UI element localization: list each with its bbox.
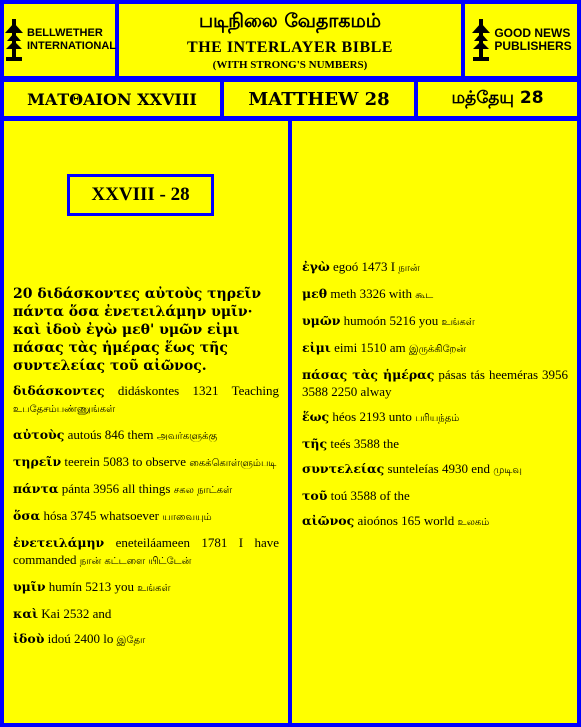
greek-word: πάσας τὰς ἡμέρας: [302, 367, 435, 382]
strongs-number: 3588: [353, 436, 380, 451]
title-tamil: படிநிலை வேதாகமம்: [198, 10, 382, 32]
greek-word: πάντα: [13, 481, 59, 496]
english-gloss: end: [471, 461, 491, 476]
transliteration: Kai: [41, 606, 61, 621]
strongs-number: 846: [104, 427, 125, 442]
strongs-number: 3956: [93, 481, 120, 496]
transliteration: toú: [330, 488, 348, 503]
word-entry: [13, 534, 279, 570]
transliteration: egoó: [333, 259, 359, 274]
english-gloss: alway: [360, 384, 392, 399]
transliteration: autoús: [67, 427, 102, 442]
chapter-badge: XXVIII - 28: [67, 174, 214, 216]
ref-english: MATTHEW 28: [224, 82, 414, 116]
word-entry: [13, 426, 279, 445]
transliteration: meth: [330, 286, 357, 301]
title-subtitle: (WITH STRONG'S NUMBERS): [212, 59, 368, 71]
english-gloss: world: [423, 513, 455, 528]
english-gloss: of the: [379, 488, 410, 503]
greek-word: καὶ: [13, 606, 39, 621]
word-entry: [302, 460, 568, 479]
greek-word: μεθ: [302, 286, 328, 301]
strongs-number: 4930: [441, 461, 468, 476]
strongs-number: 165: [401, 513, 421, 528]
ref-greek: ΜΑΤΘΑΙΟΝ XXVIII: [4, 82, 220, 116]
tamil-gloss: நான்: [398, 263, 420, 274]
tamil-gloss: உங்கள்: [137, 583, 171, 594]
word-entry: [13, 578, 279, 597]
word-entry: [13, 507, 279, 526]
english-gloss: and: [92, 606, 112, 621]
tamil-gloss: உபதேசம்பண்ணுங்கள்: [13, 404, 116, 415]
word-entry: [13, 605, 279, 622]
tamil-gloss: இதோ: [116, 635, 146, 646]
greek-word: συντελείας: [302, 461, 385, 476]
word-entry: [302, 285, 568, 304]
strongs-number: 5083: [103, 454, 130, 469]
strongs-number: 1510: [360, 340, 387, 355]
strongs-number: 1321: [192, 383, 219, 398]
tamil-gloss: அவர்களுக்கு: [156, 431, 218, 442]
strongs-number: 2532: [63, 606, 90, 621]
english-gloss: am: [389, 340, 406, 355]
greek-word: υμῶν: [302, 313, 341, 328]
strongs-number: 2400: [74, 631, 101, 646]
tamil-gloss: யாவையும்: [162, 512, 212, 523]
greek-word: ἐγὼ: [302, 259, 330, 274]
left-logo-line-1: BELLWETHER: [27, 27, 103, 39]
tamil-gloss: சகல நாட்கள்: [173, 485, 233, 496]
strongs-number: 2193: [359, 409, 386, 424]
bellwether-icon: [3, 17, 25, 63]
bellwether-logo: [4, 4, 115, 76]
english-gloss: the: [383, 436, 399, 451]
word-entry: [13, 630, 279, 649]
right-logo-line-1: GOOD NEWS: [494, 26, 571, 40]
strongs-number: 3588: [350, 488, 377, 503]
english-gloss: whatsoever: [99, 508, 159, 523]
english-gloss: I have commanded: [13, 535, 280, 567]
strongs-number: 1781: [201, 535, 228, 550]
transliteration: teerein: [64, 454, 100, 469]
good-news-icon: [470, 17, 492, 63]
word-entry: [13, 480, 279, 499]
word-entry: [302, 366, 568, 400]
tamil-gloss: பரியந்தம்: [415, 413, 460, 424]
tamil-gloss: கூட: [415, 290, 434, 301]
transliteration: eneteiláameen: [115, 535, 190, 550]
strongs-number: 1473: [361, 259, 388, 274]
ref-tamil: மத்தேயு 28: [418, 82, 577, 116]
transliteration: humoón: [343, 313, 387, 328]
greek-word: ἕως: [302, 409, 330, 424]
greek-word: αὐτοὺς: [13, 427, 65, 442]
greek-word: τηρεῖν: [13, 454, 62, 469]
transliteration: hósa: [43, 508, 68, 523]
english-gloss: lo: [103, 631, 114, 646]
tamil-gloss: முடிவு: [493, 465, 522, 476]
transliteration: eimi: [334, 340, 358, 355]
transliteration: teés: [330, 436, 351, 451]
page-title-block: [119, 4, 461, 76]
word-entry: [302, 339, 568, 358]
english-gloss: them: [127, 427, 154, 442]
left-logo-line-2: INTERNATIONAL: [27, 40, 117, 52]
greek-word: αἰῶνος: [302, 513, 355, 528]
tamil-gloss: உங்கள்: [441, 317, 475, 328]
title-english: THE INTERLAYER BIBLE: [187, 39, 393, 56]
word-entry: [302, 435, 568, 452]
english-gloss: Teaching: [231, 383, 280, 398]
verse-text: 20 διδάσκοντες αὐτοὺς τηρεῖν πάντα ὅσα ἐνετειλάμην υμῖν· καὶ ἰδοὺ ἐγὼ μεθ' υμῶν εἰμι πάσας τὰς ἡμέρας ἕως τῆς συντελείας τοῦ αἰῶνος.: [13, 286, 262, 374]
tamil-gloss: கைக்கொள்ளும்படி: [189, 458, 277, 469]
strongs-number: 5216: [389, 313, 416, 328]
strongs-number: 3745: [70, 508, 97, 523]
greek-word: διδάσκοντες: [13, 383, 105, 398]
word-entry: [302, 512, 568, 531]
strongs-number: 5213: [85, 579, 112, 594]
strongs-number: 3956 3588 2250: [302, 367, 569, 399]
english-gloss: you: [418, 313, 439, 328]
left-word-list: [13, 382, 279, 657]
transliteration: humín: [48, 579, 83, 594]
good-news-logo: [465, 4, 577, 76]
transliteration: didáskontes: [117, 383, 180, 398]
word-entry: [13, 453, 279, 472]
english-gloss: I: [390, 259, 396, 274]
greek-word: εἰμι: [302, 340, 331, 355]
tamil-gloss: உலகம்: [457, 517, 490, 528]
transliteration: pásas tás heeméras: [438, 367, 539, 382]
word-entry: [302, 487, 568, 504]
english-gloss: with: [388, 286, 412, 301]
transliteration: sunteleías: [387, 461, 439, 476]
word-entry: [13, 382, 279, 418]
word-entry: [302, 312, 568, 331]
english-gloss: you: [114, 579, 135, 594]
right-logo-line-2: PUBLISHERS: [494, 39, 572, 53]
strongs-number: 3326: [359, 286, 386, 301]
transliteration: pánta: [61, 481, 90, 496]
greek-word: τοῦ: [302, 488, 328, 503]
english-gloss: to observe: [132, 454, 187, 469]
greek-word: υμῖν: [13, 579, 46, 594]
english-gloss: all things: [122, 481, 171, 496]
transliteration: aioónos: [357, 513, 398, 528]
tamil-gloss: நான் கட்டளை யிட்டேன்: [79, 556, 192, 567]
word-entry: [302, 258, 568, 277]
word-entry: [302, 408, 568, 427]
greek-word: ὅσα: [13, 508, 41, 523]
greek-word: ἰδοὺ: [13, 631, 45, 646]
transliteration: idoú: [47, 631, 71, 646]
tamil-gloss: இருக்கிறேன்: [408, 344, 467, 355]
greek-word: ἐνετειλάμην: [13, 535, 105, 550]
english-gloss: unto: [388, 409, 412, 424]
right-word-list: [302, 258, 568, 539]
greek-word: τῆς: [302, 436, 328, 451]
transliteration: héos: [332, 409, 357, 424]
